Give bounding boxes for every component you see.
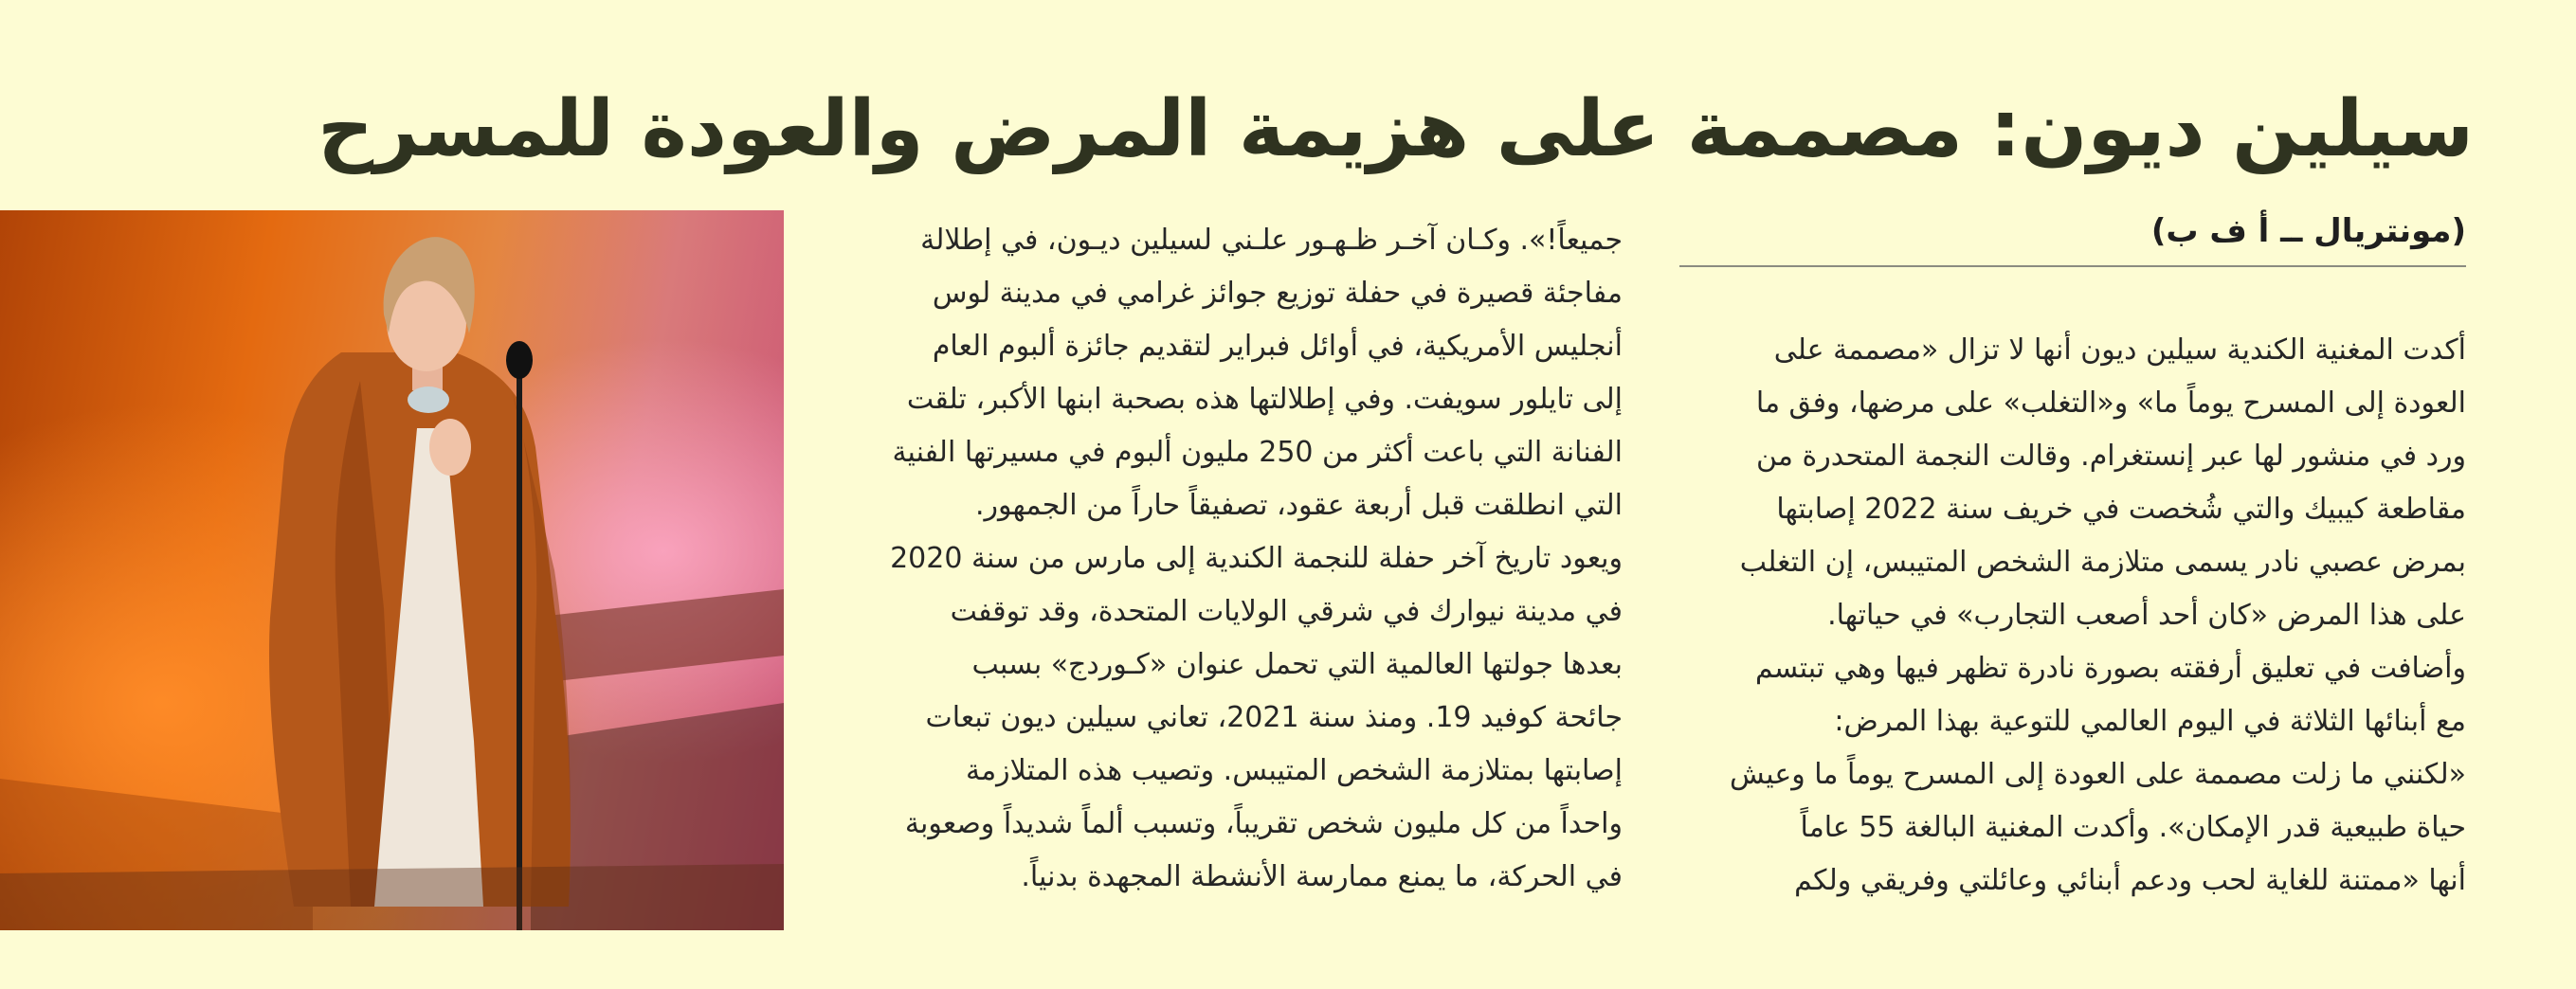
text-line: جائحة كوفيد 19. ومنذ سنة 2021، تعاني سيلين ديون تبعات (925, 701, 1623, 734)
text-line: أنجليس الأمريكية، في أوائل فبراير لتقديم جائزة ألبوم العام (932, 330, 1623, 363)
text-line: مع أبنائها الثلاثة في اليوم العالمي للتوعية بهذا المرض: (1834, 705, 2466, 738)
text-line: «لكنني ما زلت مصممة على العودة إلى المسرح يوماً ما وعيش (1730, 758, 2466, 791)
text-line: في الحركة، ما يمنع ممارسة الأنشطة المجهدة بدنياً. (1021, 860, 1623, 893)
text-line: على هذا المرض «كان أحد أصعب التجارب» في حياتها. (1827, 599, 2466, 632)
text-line: إلى تايلور سويفت. وفي إطلالتها هذه بصحبة ابنها الأكبر، تلقت (906, 383, 1623, 416)
text-line: أنها «ممتنة للغاية لحب ودعم أبنائي وعائلتي وفريقي ولكم (1794, 864, 2466, 897)
text-line: مفاجئة قصيرة في حفلة توزيع جوائز غرامي في مدينة لوس (932, 277, 1623, 310)
singer-photo-illustration (0, 210, 784, 930)
text-line: بعدها جولتها العالمية التي تحمل عنوان «كـوردج» بسبب (971, 648, 1623, 681)
article-headline: سيلين ديون: مصممة على هزيمة المرض والعودة للمسرح (317, 83, 2474, 174)
text-line: أكدت المغنية الكندية سيلين ديون أنها لا تزال «مصممة على (1773, 333, 2466, 367)
text-line: وأضافت في تعليق أرفقته بصورة نادرة تظهر فيها وهي تبتسم (1754, 652, 2466, 685)
article-column-right (1679, 324, 2466, 908)
article-column-middle (834, 214, 1623, 904)
singer-photo (0, 210, 784, 930)
dateline-divider (1679, 265, 2466, 267)
text-line: واحداً من كل مليون شخص تقريباً، وتسبب ألماً شديداً وصعوبة (904, 807, 1623, 840)
text-line: حياة طبيعية قدر الإمكان». وأكدت المغنية البالغة 55 عاماً (1800, 811, 2466, 844)
text-line: التي انطلقت قبل أربعة عقود، تصفيقاً حاراً من الجمهور. (975, 489, 1623, 522)
text-line: العودة إلى المسرح يوماً ما» و«التغلب» على مرضها، وفق ما (1755, 387, 2466, 420)
text-line: في مدينة نيوارك في شرقي الولايات المتحدة، وقد توقفت (950, 595, 1623, 628)
text-line: بمرض عصبي نادر يسمى متلازمة الشخص المتيبس، إن التغلب (1739, 546, 2466, 579)
text-line: الفنانة التي باعت أكثر من 250 مليون ألبوم في مسيرتها الفنية (892, 436, 1623, 469)
text-line: ورد في منشور لها عبر إنستغرام. وقالت النجمة المتحدرة من (1756, 440, 2466, 473)
dateline: (مونتريال ــ أ ف ب) (2150, 212, 2466, 250)
text-line: إصابتها بمتلازمة الشخص المتيبس. وتصيب هذه المتلازمة (965, 754, 1623, 787)
text-line: جميعاً!». وكـان آخـر ظـهـور علـني لسيلين ديـون، في إطلالة (920, 224, 1623, 257)
text-line: ويعود تاريخ آخر حفلة للنجمة الكندية إلى مارس من سنة 2020 (890, 542, 1623, 575)
text-line: مقاطعة كيبيك والتي شُخصت في خريف سنة 2022 إصابتها (1776, 493, 2466, 526)
